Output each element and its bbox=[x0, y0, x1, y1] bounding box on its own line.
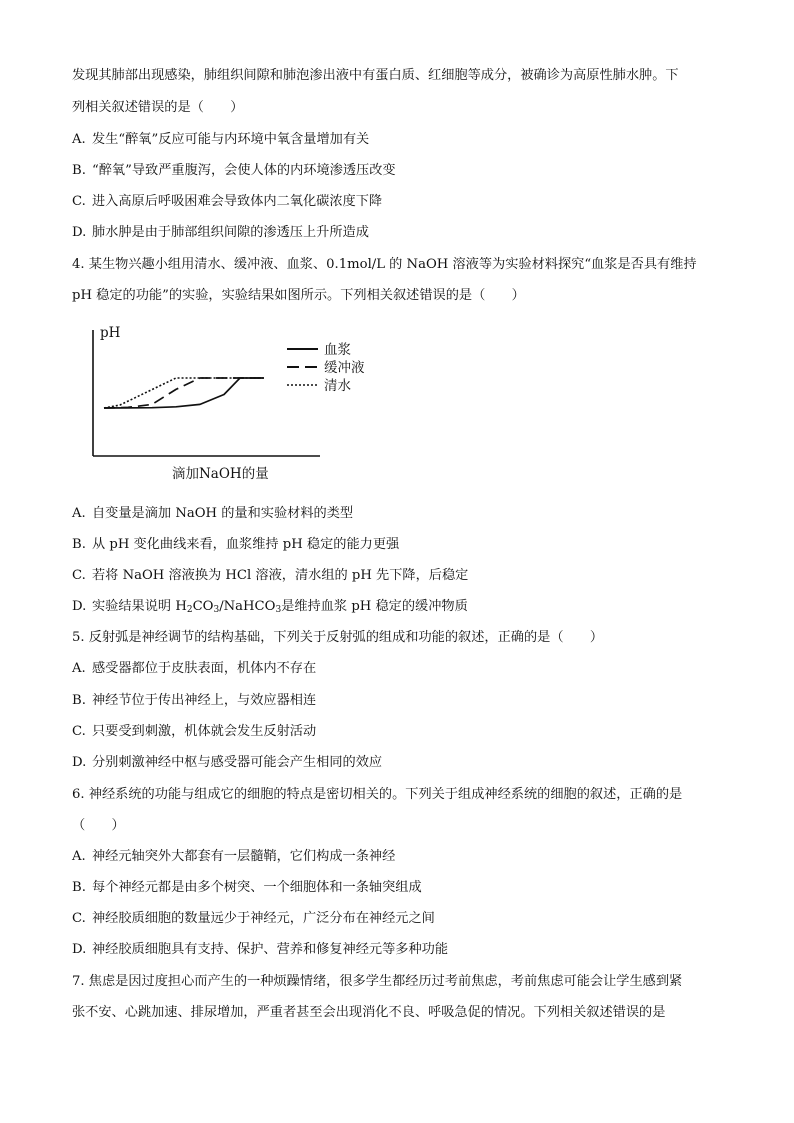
option-text-pre: 实验结果说明 H bbox=[92, 599, 187, 614]
option-label: D. bbox=[72, 755, 87, 770]
option-text-mid: CO bbox=[192, 599, 214, 614]
option-label: B. bbox=[72, 880, 86, 895]
option-text: 每个神经元都是由多个树突、一个细胞体和一条轴突组成 bbox=[92, 880, 422, 895]
option-text: 若将 NaOH 溶液换为 HCl 溶液，清水组的 pH 先下降，后稳定 bbox=[92, 568, 469, 583]
q3-stem-line2: 列相关叙述错误的是（ ） bbox=[72, 100, 244, 115]
option-text: 肺水肿是由于肺部组织间隙的渗透压上升所造成 bbox=[92, 225, 369, 240]
q3-option-a bbox=[72, 131, 369, 149]
q6-option-c bbox=[72, 910, 435, 928]
option-label: D. bbox=[72, 599, 87, 614]
q4-stem-line1: 4. 某生物兴趣小组用清水、缓冲液、血浆、0.1mol/L 的 NaOH 溶液等为实验材料探究“血浆是否具有维持 bbox=[72, 257, 697, 272]
y-axis-label: pH bbox=[100, 325, 121, 341]
q6-option-a bbox=[72, 848, 395, 866]
option-label: B. bbox=[72, 537, 86, 552]
option-text: 感受器都位于皮肤表面，机体内不存在 bbox=[92, 661, 317, 676]
q4-stem-line2: pH 稳定的功能”的实验，实验结果如图所示。下列相关叙述错误的是（ ） bbox=[72, 288, 525, 303]
option-label: C. bbox=[72, 568, 86, 583]
q5-option-a bbox=[72, 660, 316, 678]
legend-label-2: 缓冲液 bbox=[324, 360, 365, 376]
option-text-post: 是维持血浆 pH 稳定的缓冲物质 bbox=[281, 599, 468, 614]
q5-option-b bbox=[72, 692, 316, 710]
option-label: D. bbox=[72, 942, 87, 957]
option-text: 神经节位于传出神经上，与效应器相连 bbox=[92, 693, 317, 708]
q6-stem-line1: 6. 神经系统的功能与组成它的细胞的特点是密切相关的。下列关于组成神经系统的细胞的叙述，正确的是 bbox=[72, 787, 683, 802]
series-layer bbox=[104, 378, 264, 408]
option-text: 发生“醉氧”反应可能与内环境中氧含量增加有关 bbox=[92, 132, 370, 147]
option-label: B. bbox=[72, 163, 86, 178]
q7-stem-line2: 张不安、心跳加速、排尿增加，严重者甚至会出现消化不良、呼吸急促的情况。下列相关叙述错误的是 bbox=[72, 1005, 666, 1020]
option-text: 神经元轴突外大都套有一层髓鞘，它们构成一条神经 bbox=[92, 849, 396, 864]
x-axis-label: 滴加NaOH的量 bbox=[172, 466, 269, 482]
option-label: A. bbox=[72, 661, 86, 676]
q5-stem-line1: 5. 反射弧是神经调节的结构基础，下列关于反射弧的组成和功能的叙述，正确的是（ ） bbox=[72, 630, 604, 645]
option-label: A. bbox=[72, 132, 86, 147]
option-text: 从 pH 变化曲线来看，血浆维持 pH 稳定的能力更强 bbox=[92, 537, 400, 552]
option-text: 自变量是滴加 NaOH 的量和实验材料的类型 bbox=[92, 506, 354, 521]
legend-label-3: 清水 bbox=[324, 378, 351, 394]
series-line-3 bbox=[104, 378, 264, 408]
option-label: A. bbox=[72, 849, 86, 864]
q5-option-d bbox=[72, 754, 382, 772]
option-text-mid2: /NaHCO bbox=[219, 599, 276, 614]
q4-option-a bbox=[72, 505, 353, 523]
q3-option-b bbox=[72, 162, 396, 180]
subscript: 3 bbox=[213, 605, 220, 615]
q6-option-d bbox=[72, 941, 448, 959]
q6-stem-line2: （ ） bbox=[72, 818, 125, 833]
q3-option-d bbox=[72, 224, 369, 242]
option-label: A. bbox=[72, 506, 86, 521]
q6-option-b bbox=[72, 879, 422, 897]
option-label: B. bbox=[72, 693, 86, 708]
q3-stem-line1: 发现其肺部出现感染，肺组织间隙和肺泡渗出液中有蛋白质、红细胞等成分，被确诊为高原性肺水肿。下 bbox=[72, 68, 679, 83]
series-line-2 bbox=[104, 378, 264, 408]
ph-chart bbox=[80, 320, 410, 490]
option-label: C. bbox=[72, 194, 86, 209]
q4-option-d bbox=[72, 598, 468, 619]
option-text: 只要受到刺激，机体就会发生反射活动 bbox=[92, 724, 317, 739]
series-line-1 bbox=[104, 378, 264, 408]
q7-stem-line1: 7. 焦虑是因过度担心而产生的一种烦躁情绪，很多学生都经历过考前焦虑，考前焦虑可能会让学生感到紧 bbox=[72, 974, 683, 989]
option-text: “醉氧”导致严重腹泻，会使人体的内环境渗透压改变 bbox=[92, 163, 396, 178]
option-label: C. bbox=[72, 724, 86, 739]
option-label: D. bbox=[72, 225, 87, 240]
subscript: 2 bbox=[186, 605, 193, 615]
option-label: C. bbox=[72, 911, 86, 926]
q4-option-c bbox=[72, 567, 468, 585]
option-text: 神经胶质细胞的数量远少于神经元，广泛分布在神经元之间 bbox=[92, 911, 435, 926]
ph-chart-svg bbox=[80, 320, 410, 490]
option-text: 进入高原后呼吸困难会导致体内二氧化碳浓度下降 bbox=[92, 194, 383, 209]
legend-label-1: 血浆 bbox=[324, 342, 351, 358]
option-text: 神经胶质细胞具有支持、保护、营养和修复神经元等多种功能 bbox=[92, 942, 449, 957]
q5-option-c bbox=[72, 723, 316, 741]
q4-option-b bbox=[72, 536, 399, 554]
legend bbox=[287, 341, 365, 394]
option-text: 分别刺激神经中枢与感受器可能会产生相同的效应 bbox=[92, 755, 383, 770]
q3-option-c bbox=[72, 193, 382, 211]
subscript: 3 bbox=[275, 605, 282, 615]
